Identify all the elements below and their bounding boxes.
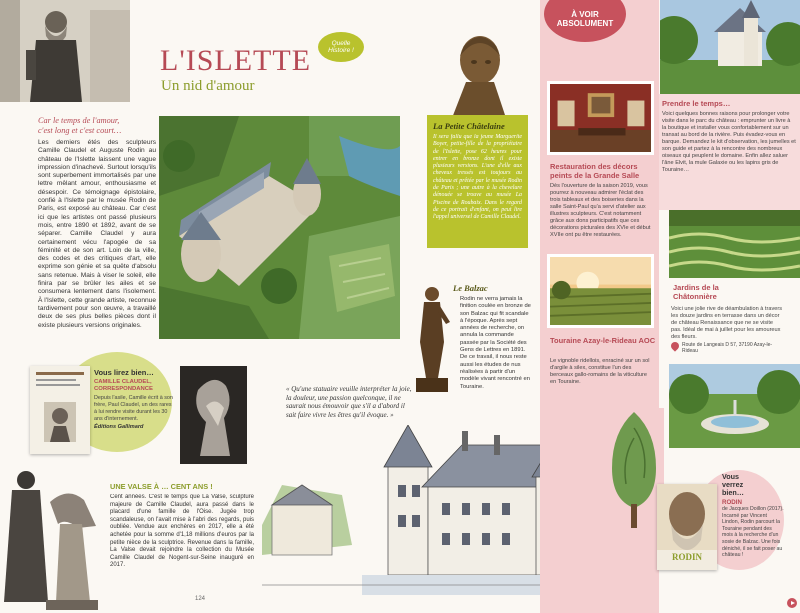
jardins-photo-2 [669,364,800,448]
la-valse-photo [180,366,247,464]
prendre-body: Voici quelques bonnes raisons pour prolonger votre visite dans le parc du château : emprunter un livre à la boutique et installer vous confortablement sur un transat au bord de la rivière. Puis évadez-vous en barque. Demandez le kit d'observation, les jumelles et son guide et partez à la rencontre des nombreux oiseaux qui peuplent le domaine. Enfin allez saluer l'âne Elvit, la mule Galaxie ou les lapins gris de Touraine… [662,111,796,173]
intro-heading [38,116,158,135]
intro-heading-line-1: Car le temps de l'amour, [38,116,120,125]
book-info [94,368,176,430]
tree-illustration [604,408,664,528]
play-icon [787,598,797,608]
bust-sculpture-photo [436,26,522,121]
sculpture-couple-photo [0,462,103,613]
a-voir-label: À VOIR ABSOLUMENT [556,9,614,28]
balzac-statue-photo [410,282,454,396]
castle-aerial-photo [159,116,400,339]
intro-body: Les derniers étés des sculpteurs Camille Claudel et Auguste Rodin au château de l'Islette laissent une vague impression d'inachevé. Surtout lorsqu'ils sont superbement immortalisés par une lettre mêlant amour, enthousiasme et désespoir. Ce témoignage épistolaire, confié à l'Islette par le musée Rodin de Paris, est exposé au château. Car c'est ici que les artistes ont passé plusieurs mois, entre 1890 et 1892, avant de se séparer. Camille Claudel y aura certainement vécu l'apogée de sa féminité et de son art. Loin de la ville, des codes et des critiques d'art, elle exprime son génie et sa quête d'absolu sans retenue. Mais à viser le soleil, elle finira par se brûler les ailes et se consumera lentement dans l'isolement. À l'Islette, cette grande artiste, reconnue tardivement pour son œuvre, a travaillé deux de ses plus belles pièces dont il existe plusieurs versions originales. [38,139,156,329]
jardins-address: Route de Langeais D 57, 37190 Azay-le-Rideau [682,342,773,355]
vineyard-photo [547,254,654,328]
petite-chatelaine-title: La Petite Châtelaine [433,121,505,131]
poster-title: RODIN [671,552,702,562]
film-info [722,473,788,559]
chateau-garden-photo [660,0,800,94]
page-subtitle: Un nid d'amour [161,78,255,94]
film-heading: Vous verrez bien… [722,472,744,497]
restauration-title: Restauration des décors peints de la Grande Salle [550,162,640,180]
book-title: CAMILLE CLAUDEL, CORRESPONDANCE [94,379,153,393]
petite-chatelaine-box [427,115,528,248]
rodin-quote: « Qu'une statuaire veuille interpréter la joie, la douleur, une passion quelconque, il ne saurait nous émouvoir que s'il a d'abord il sait faire vivre les êtres qu'il évoque. » [286,385,412,419]
location-pin-icon [669,340,680,351]
film-title: RODIN [722,499,742,506]
restauration-body: Dès l'ouverture de la saison 2019, vous pourrez à nouveau admirer l'éclat des trois tableaux et des boiseries dans la salle Saint-Paul qu'a servi d'atelier aux illustres sculpteurs. C'est notamment grâce aux dons participatifs que ces décorations picturales des XVIe et début XVIIe ont pu être restaurées. [550,183,651,238]
quelle-histoire-badge [318,32,364,62]
grande-salle-photo [547,81,654,155]
touraine-title: Touraine Azay-le-Rideau AOC [550,336,656,345]
book-cover [30,366,90,454]
book-publisher: Éditions Gallimard [94,423,144,430]
film-body: de Jacques Doillon (2017). Incarné par Vincent Lindon, Rodin parcourt la Touraine pendant des mois à la recherche d'un sosie de Balzac. Une fois déniché, il se fait poser au château ! [722,506,784,559]
rodin-photo [0,0,130,102]
book-body: Depuis l'asile, Camille écrit à son frère, Paul Claudel, un des rares à lui rendre visite durant les 30 ans d'internement. [94,395,173,422]
jardins-title: Jardins de la Châtonnière [673,283,719,301]
rodin-film-poster [657,484,717,570]
page-title: L'ISLETTE [160,44,312,77]
jardins-body: Voici une jolie rive de déambulation à travers les douze jardins en terrasse dans un décor de château Renaissance que ne se visite pas. Idéal de mai à juillet pour les amoureux des fleurs. [671,306,783,340]
prendre-title: Prendre le temps… [662,99,731,108]
intro-heading-line-2: c'est long et c'est court… [38,125,122,135]
balzac-body: Rodin ne verra jamais la finition coulée en bronze de son Balzac qui fit scandale à l'époque. Après sept années de recherche, on annula la commande passée par la Société des Gens de Lettres en 1891. De ce travail, il nous reste aussi les études de nus réalisées à partir d'un modèle vivant rencontré en Touraine. [460,296,531,390]
touraine-body: Le vignoble ridellois, enraciné sur un sol d'argile à silex, constitue l'un des berceaux gallo-romains de la viticulture en Touraine. [550,358,650,385]
balzac-title: Le Balzac [453,283,488,293]
valse-title: UNE VALSE À … CENT ANS ! [110,482,213,491]
book-heading: Vous lirez bien… [94,368,154,377]
petite-chatelaine-body: Il sera fallu que la jeune Marguerite Boyer, petite-fille de la propriétaire de l'Islette, pose 62 heures pour entrer en bronze dont il existe plusieurs versions. L'une d'elle aux cheveux tressés est toujours au château et prêtée par le musée Rodin de Paris ; une autre à la chevelure dénouée se trouve au musée La Piscine de Roubaix. Dans le regard de ce portrait d'enfant, on peut lire l'appel universel de Camille Claudel. [433,134,522,221]
valse-body: Cent années. C'est le temps que La Valse, sculpture majeure de Camille Claudel, aura passé dans le placard d'une famille de l'Oise. Jugée trop scandaleuse, on l'avait mise à l'abri des regards, puis oubliée. Vendue aux enchères en 2017, elle a été achetée pour la somme d'1,18 millions d'euros par la petite nièce de la sculptrice. Revenue dans la famille, La Valse devait rejoindre la collection du Musée Camille Claudel de Nogent-sur-Seine inauguré en 2017. [110,494,254,569]
quelle-histoire-label: Quelle Histoire ! [328,40,354,54]
page-number: 124 [195,596,206,602]
jardins-photo-1 [669,210,800,278]
